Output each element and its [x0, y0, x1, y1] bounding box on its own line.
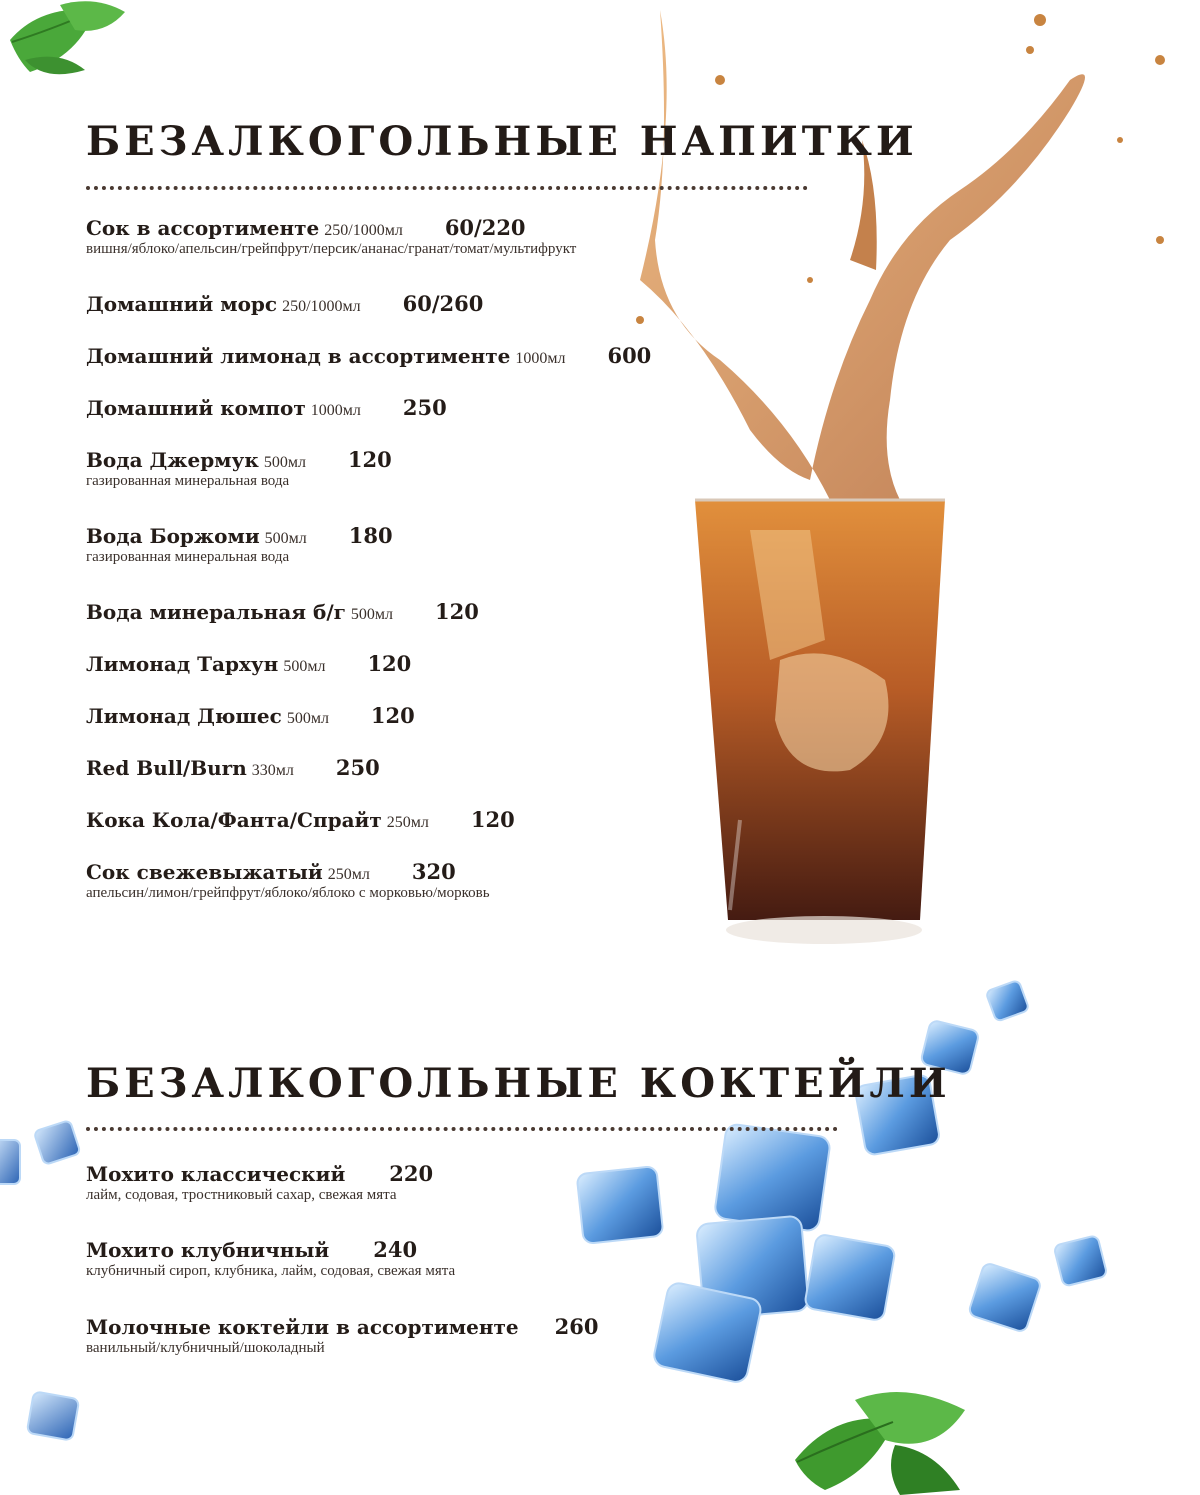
item-name: Мохито классический — [86, 1162, 346, 1186]
menu-item — [86, 291, 483, 316]
item-volume: 250/1000мл — [282, 298, 361, 315]
ice-cubes-image — [560, 970, 1120, 1390]
item-name: Red Bull/Burn — [86, 756, 247, 780]
item-name: Вода Джермук — [86, 448, 259, 472]
menu-item — [86, 755, 380, 780]
menu-item — [86, 1314, 598, 1357]
item-price: 180 — [348, 523, 393, 548]
section-title-drinks: БЕЗАЛКОГОЛЬНЫЕ НАПИТКИ — [86, 118, 918, 165]
section-divider — [86, 186, 808, 190]
menu-item — [86, 807, 515, 832]
item-volume: 250/1000мл — [324, 222, 403, 239]
item-volume: 500мл — [264, 530, 307, 547]
menu-item — [86, 395, 447, 420]
item-price: 600 — [607, 343, 652, 368]
item-name: Сок свежевыжатый — [86, 860, 323, 884]
item-volume: 500мл — [263, 454, 306, 471]
menu-item — [86, 523, 393, 566]
item-name: Домашний компот — [86, 396, 306, 420]
item-price: 250 — [335, 755, 380, 780]
mint-leaf-top-left — [0, 0, 140, 90]
item-name: Сок в ассортименте — [86, 216, 320, 240]
menu-item — [86, 599, 479, 624]
item-name: Кока Кола/Фанта/Спрайт — [86, 808, 382, 832]
mint-leaf-bottom — [785, 1380, 985, 1495]
item-description: клубничный сироп, клубника, лайм, содовая, свежая мята — [86, 1263, 456, 1279]
item-volume: 500мл — [283, 658, 326, 675]
menu-item — [86, 1161, 433, 1204]
menu-item — [86, 651, 411, 676]
item-description: лайм, содовая, тростниковый сахар, свежая мята — [86, 1187, 397, 1203]
item-price: 220 — [389, 1161, 434, 1186]
item-name: Мохито клубничный — [86, 1238, 330, 1262]
item-name: Домашний лимонад в ассортименте — [86, 344, 511, 368]
item-description: газированная минеральная вода — [86, 549, 290, 565]
item-name: Домашний морс — [86, 292, 278, 316]
item-description: апельсин/лимон/грейпфрут/яблоко/яблоко с морковью/морковь — [86, 885, 490, 901]
item-price: 260 — [554, 1314, 599, 1339]
item-volume: 1000мл — [515, 350, 566, 367]
item-volume: 250мл — [327, 866, 370, 883]
item-description: вишня/яблоко/апельсин/грейпфрут/персик/ананас/гранат/томат/мультифрукт — [86, 241, 577, 257]
item-volume: 330мл — [251, 762, 294, 779]
menu-item — [86, 215, 576, 258]
menu-item — [86, 703, 415, 728]
menu-item — [86, 1237, 455, 1280]
item-description: газированная минеральная вода — [86, 473, 290, 489]
item-price: 120 — [347, 447, 392, 472]
item-volume: 1000мл — [310, 402, 361, 419]
item-volume: 500мл — [286, 710, 329, 727]
item-volume: 250мл — [386, 814, 429, 831]
item-price: 120 — [367, 651, 412, 676]
item-description: ванильный/клубничный/шоколадный — [86, 1340, 325, 1356]
item-name: Лимонад Тархун — [86, 652, 279, 676]
menu-item — [86, 343, 651, 368]
item-name: Лимонад Дюшес — [86, 704, 282, 728]
item-price: 320 — [411, 859, 456, 884]
section-divider — [86, 1127, 838, 1131]
item-price: 120 — [370, 703, 415, 728]
item-price: 120 — [470, 807, 515, 832]
item-price: 60/260 — [402, 291, 484, 316]
item-name: Молочные коктейли в ассортименте — [86, 1315, 519, 1339]
item-name: Вода минеральная б/г — [86, 600, 346, 624]
section-title-cocktails: БЕЗАЛКОГОЛЬНЫЕ КОКТЕЙЛИ — [86, 1060, 951, 1107]
item-price: 240 — [373, 1237, 418, 1262]
item-name: Вода Боржоми — [86, 524, 260, 548]
menu-item — [86, 447, 392, 490]
menu-item — [86, 859, 490, 902]
item-volume: 500мл — [350, 606, 394, 623]
item-price: 60/220 — [444, 215, 526, 240]
ice-cubes-left — [0, 1110, 90, 1440]
item-price: 250 — [402, 395, 447, 420]
item-price: 120 — [435, 599, 479, 624]
